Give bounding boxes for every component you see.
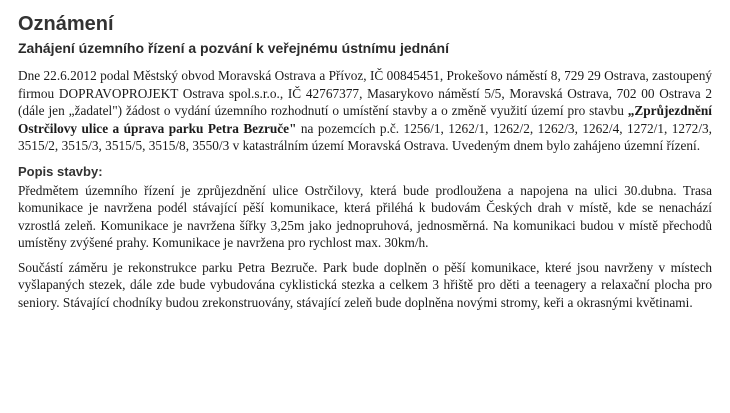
intro-text-end: na pozemcích p.č. 1256/1, 1262/1, 1262/2, 1262/3, 1262/4, 1272/1, 1272/3, 3515/2, 3515/3, 3515/5, 3515/8, 3550/3 v katastrálním území Moravská Ostrava. Uvedeným dnem bylo zahájeno územní řízení.	[18, 120, 712, 153]
description-paragraph-2: Součástí záměru je rekonstrukce parku Petra Bezruče. Park bude doplněn o pěší komunikace, které jsou navrženy v místech vyšlapaných stezek, dále zde bude vybudována cyklistická stezka a celkem 3 hřiště pro děti a teenagery a relaxační plocha pro seniory. Stávající chodníky budou zrekonstruovány, stávající zeleň bude doplněna novými stromy, keři a okrasnými květinami.	[18, 259, 712, 310]
project-name: „Zprůjezdnění Ostrčilovy ulice a úprava parku Petra Bezruče"	[18, 103, 712, 136]
document-title: Oznámení	[18, 13, 114, 35]
description-paragraph-1: Předmětem územního řízení je zprůjezdnění ulice Ostrčilovy, která bude prodloužena a napojena na ulici 30.dubna. Trasa komunikace je navržena podél stávající pěší komunikace, která přiléhá k budovám Českých drah v místě, kde se nenachází vzrostlá zeleň. Komunikace je navržena šířky 3,25m jako jednopruhová, jednosměrná. Na komunikaci budou v místě přechodů umístěny zvýšené prahy. Komunikace je navržena pro rychlost max. 30km/h.	[18, 182, 712, 250]
intro-paragraph	[18, 67, 712, 155]
section-heading-popis: Popis stavby:	[18, 163, 103, 179]
intro-text-start: Dne 22.6.2012 podal Městský obvod Moravská Ostrava a Přívoz, IČ 00845451, Prokešovo náměstí 8, 729 29 Ostrava, zastoupený firmou DOPRAVOPROJEKT Ostrava spol.s.r.o., IČ 42767377, Masarykovo náměstí 5/5, Moravská Ostrava, 702 00 Ostrava 2 (dále jen „žadatel") žádost o vydání územního rozhodnutí o umístění stavby a o změně využití území pro stavbu	[18, 68, 712, 118]
document-subtitle: Zahájení územního řízení a pozvání k veřejnému ústnímu jednání	[18, 40, 449, 56]
